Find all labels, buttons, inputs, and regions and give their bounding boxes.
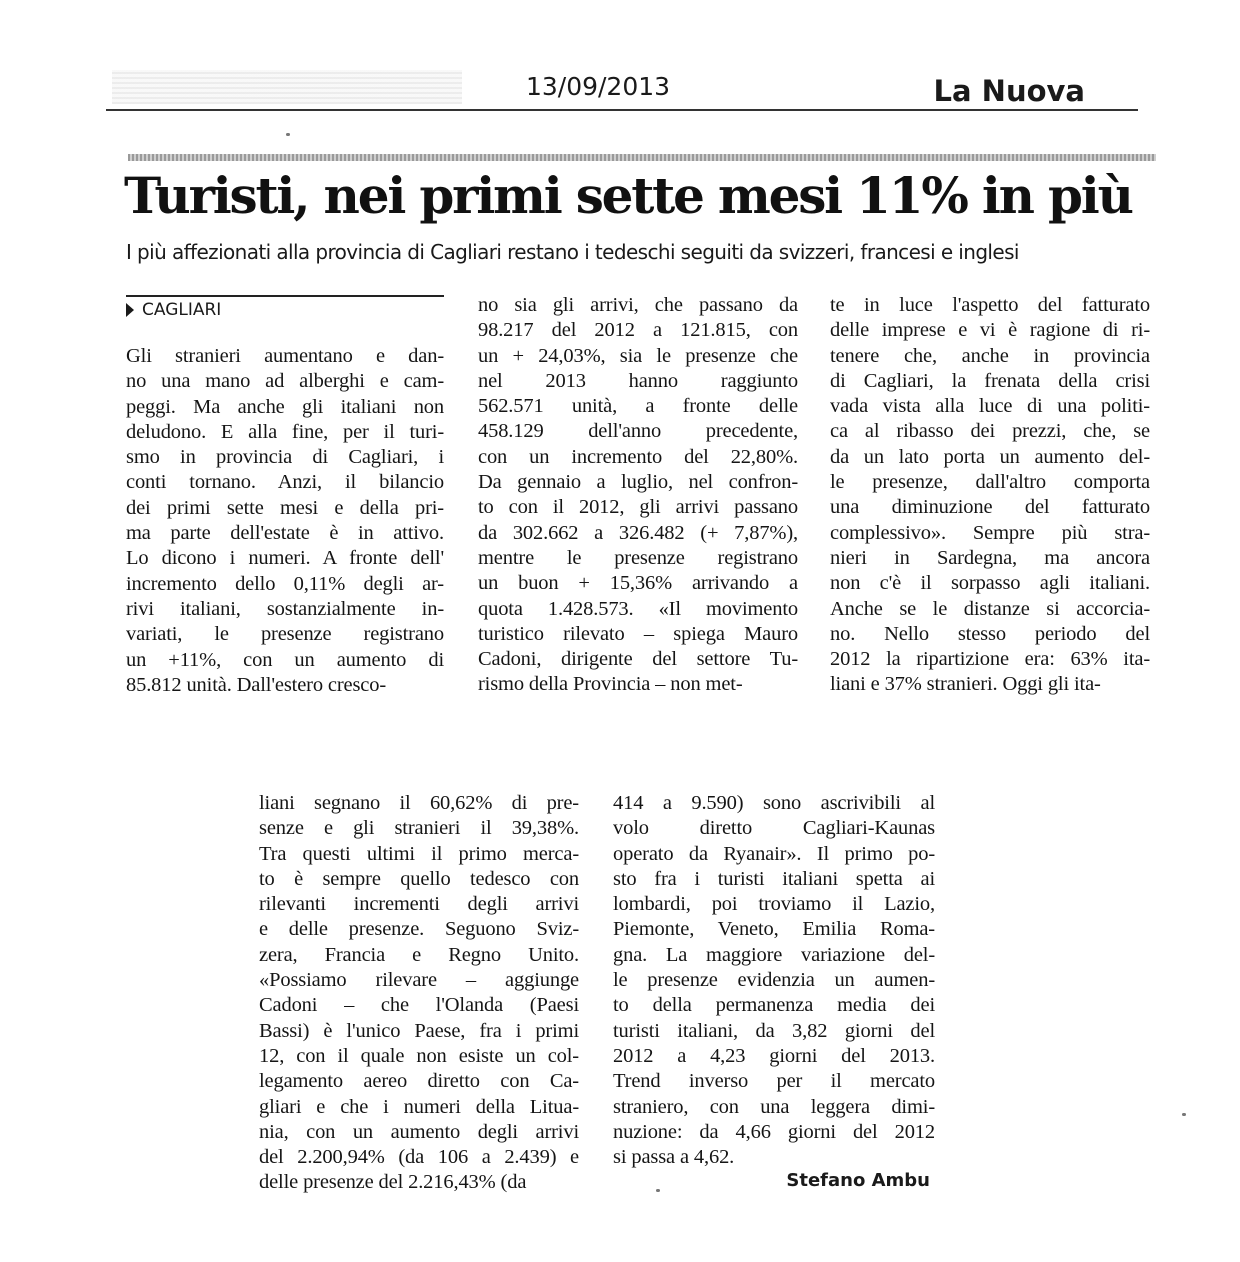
article-text-line: rismo della Provincia – non met-: [478, 673, 743, 696]
article-text-line: «Possiamo rilevare – aggiunge: [259, 969, 579, 992]
article-text-line: complessivo». Sempre più stra-: [830, 521, 1150, 544]
article-text-line: mentre le presenze registrano: [478, 546, 798, 569]
article-column-5: [613, 791, 935, 1170]
article-text-line: no. Nello stesso periodo del: [830, 622, 1150, 645]
article-text-line: gliari e che i numeri della Litua-: [259, 1095, 579, 1118]
article-text-line: gna. La maggiore variazione del-: [613, 943, 935, 966]
article-text-line: liani e 37% stranieri. Oggi gli ita-: [830, 673, 1101, 696]
article-text-line: si passa a 4,62.: [613, 1146, 735, 1169]
article-text-line: le presenze evidenzia un aumen-: [613, 969, 935, 992]
article-text-line: Gli stranieri aumentano e dan-: [126, 345, 444, 367]
article-text-line: zera, Francia e Regno Unito.: [259, 943, 579, 966]
article-text-line: 414 a 9.590) sono ascrivibili al: [613, 792, 935, 814]
article-text-line: di Cagliari, la frenata della crisi: [830, 369, 1150, 392]
article-column-4: [259, 791, 579, 1196]
article-text-line: un + 24,03%, sia le presenze che: [478, 344, 798, 367]
article-text-line: le presenze, dall'altro comporta: [830, 471, 1150, 494]
article-text-line: ma parte dell'estate è in attivo.: [126, 522, 444, 545]
article-text-line: nel 2013 hanno raggiunto: [478, 369, 798, 392]
article-text-line: no sia gli arrivi, che passano da: [478, 294, 798, 316]
article-text-line: to della permanenza media dei: [613, 994, 935, 1017]
article-text-line: non c'è il sorpasso agli italiani.: [830, 572, 1150, 595]
article-text-line: Anche se le distanze si accorcia-: [830, 597, 1150, 620]
article-text-line: nia, con un aumento degli arrivi: [259, 1120, 579, 1143]
article-text-line: Da gennaio a luglio, nel confron-: [478, 471, 798, 494]
header-divider: [106, 109, 1138, 111]
article-text-line: 562.571 unità, a fronte delle: [478, 395, 798, 418]
dateline-label: CAGLIARI: [142, 300, 222, 320]
article-text-line: vada vista alla luce di una politi-: [830, 395, 1150, 418]
article-text-line: quota 1.428.573. «Il movimento: [478, 597, 798, 620]
article-text-line: conti tornano. Anzi, il bilancio: [126, 471, 444, 494]
article-text-line: 2012 la ripartizione era: 63% ita-: [830, 648, 1150, 671]
dateline-marker-icon: [126, 303, 134, 317]
article-text-line: un +11%, con un aumento di: [126, 648, 444, 671]
article-text-line: nieri in Sardegna, ma ancora: [830, 546, 1150, 569]
article-text-line: 85.812 unità. Dall'estero cresco-: [126, 673, 387, 696]
article-text-line: variati, le presenze registrano: [126, 623, 444, 646]
article-text-line: Bassi) è l'unico Paese, fra i primi: [259, 1019, 579, 1042]
article-headline: Turisti, nei primi sette mesi 11% in più: [124, 166, 1132, 225]
article-text-line: tenere che, anche in provincia: [830, 344, 1150, 367]
article-text-line: delle imprese e vi è ragione di ri-: [830, 319, 1150, 342]
article-text-line: Cadoni – che l'Olanda (Paesi: [259, 994, 579, 1017]
article-text-line: deludono. E alla fine, per il turi-: [126, 420, 444, 443]
article-text-line: 458.129 dell'anno precedente,: [478, 420, 798, 443]
article-text-line: del 2.200,94% (da 106 a 2.439) e: [259, 1146, 579, 1169]
article-text-line: sto fra i turisti italiani spetta ai: [613, 867, 935, 890]
article-text-line: legamento aereo diretto con Ca-: [259, 1070, 579, 1093]
scan-speck: [656, 1189, 660, 1192]
article-text-line: liani segnano il 60,62% di pre-: [259, 792, 579, 814]
scan-speck: [286, 133, 290, 136]
article-column-1: [126, 344, 444, 698]
article-text-line: Piemonte, Veneto, Emilia Roma-: [613, 918, 935, 941]
article-text-line: da un lato porta un aumento del-: [830, 445, 1150, 468]
article-text-line: straniero, con una leggera dimi-: [613, 1095, 935, 1118]
article-text-line: nuzione: da 4,66 giorni del 2012: [613, 1120, 935, 1143]
article-text-line: peggi. Ma anche gli italiani non: [126, 395, 444, 418]
article-text-line: turisti italiani, da 3,82 giorni del: [613, 1019, 935, 1042]
article-text-line: te in luce l'aspetto del fatturato: [830, 294, 1150, 316]
article-text-line: una diminuzione del fatturato: [830, 496, 1150, 519]
article-text-line: con un incremento del 22,80%.: [478, 445, 798, 468]
article-text-line: Trend inverso per il mercato: [613, 1070, 935, 1093]
article-text-line: ca al ribasso dei prezzi, che, se: [830, 420, 1150, 443]
article-text-line: lombardi, poi troviamo il Lazio,: [613, 893, 935, 916]
article-text-line: to con il 2012, gli arrivi passano: [478, 496, 798, 519]
article-text-line: delle presenze del 2.216,43% (da: [259, 1171, 527, 1194]
newspaper-name: La Nuova: [933, 74, 1085, 108]
article-text-line: operato da Ryanair». Il primo po-: [613, 842, 935, 865]
article-author: Stefano Ambu: [786, 1170, 930, 1191]
article-text-line: volo diretto Cagliari-Kaunas: [613, 817, 935, 840]
article-text-line: no una mano ad alberghi e cam-: [126, 370, 444, 393]
article-text-line: senze e gli stranieri il 39,38%.: [259, 817, 579, 840]
article-text-line: Lo dicono i numeri. A fronte dell': [126, 547, 444, 570]
article-text-line: dei primi sette mesi e della pri-: [126, 496, 444, 519]
scan-speck: [1182, 1113, 1186, 1116]
article-text-line: un buon + 15,36% arrivando a: [478, 572, 798, 595]
article-text-line: incremento dello 0,11% degli ar-: [126, 572, 444, 595]
article-text-line: 2012 a 4,23 giorni del 2013.: [613, 1044, 935, 1067]
article-text-line: Tra questi ultimi il primo merca-: [259, 842, 579, 865]
scan-artifact: [112, 70, 462, 104]
article-text-line: Cadoni, dirigente del settore Tu-: [478, 648, 798, 671]
article-text-line: 98.217 del 2012 a 121.815, con: [478, 319, 798, 342]
article-column-2: [478, 293, 798, 698]
dateline: [126, 300, 221, 320]
article-top-band: [128, 154, 1156, 161]
article-text-line: da 302.662 a 326.482 (+ 7,87%),: [478, 521, 798, 544]
article-text-line: to è sempre quello tedesco con: [259, 867, 579, 890]
article-text-line: e delle presenze. Seguono Sviz-: [259, 918, 579, 941]
dateline-rule-top: [126, 295, 444, 297]
article-text-line: 12, con il quale non esiste un col-: [259, 1044, 579, 1067]
article-subtitle: I più affezionati alla provincia di Cagliari restano i tedeschi seguiti da svizzeri, francesi e inglesi: [126, 240, 1019, 264]
publication-date: 13/09/2013: [525, 72, 671, 101]
article-text-line: rivi italiani, sostanzialmente in-: [126, 597, 444, 620]
article-column-3: [830, 293, 1150, 698]
article-text-line: rilevanti incrementi degli arrivi: [259, 893, 579, 916]
article-text-line: turistico rilevato – spiega Mauro: [478, 622, 798, 645]
article-text-line: smo in provincia di Cagliari, i: [126, 446, 444, 469]
